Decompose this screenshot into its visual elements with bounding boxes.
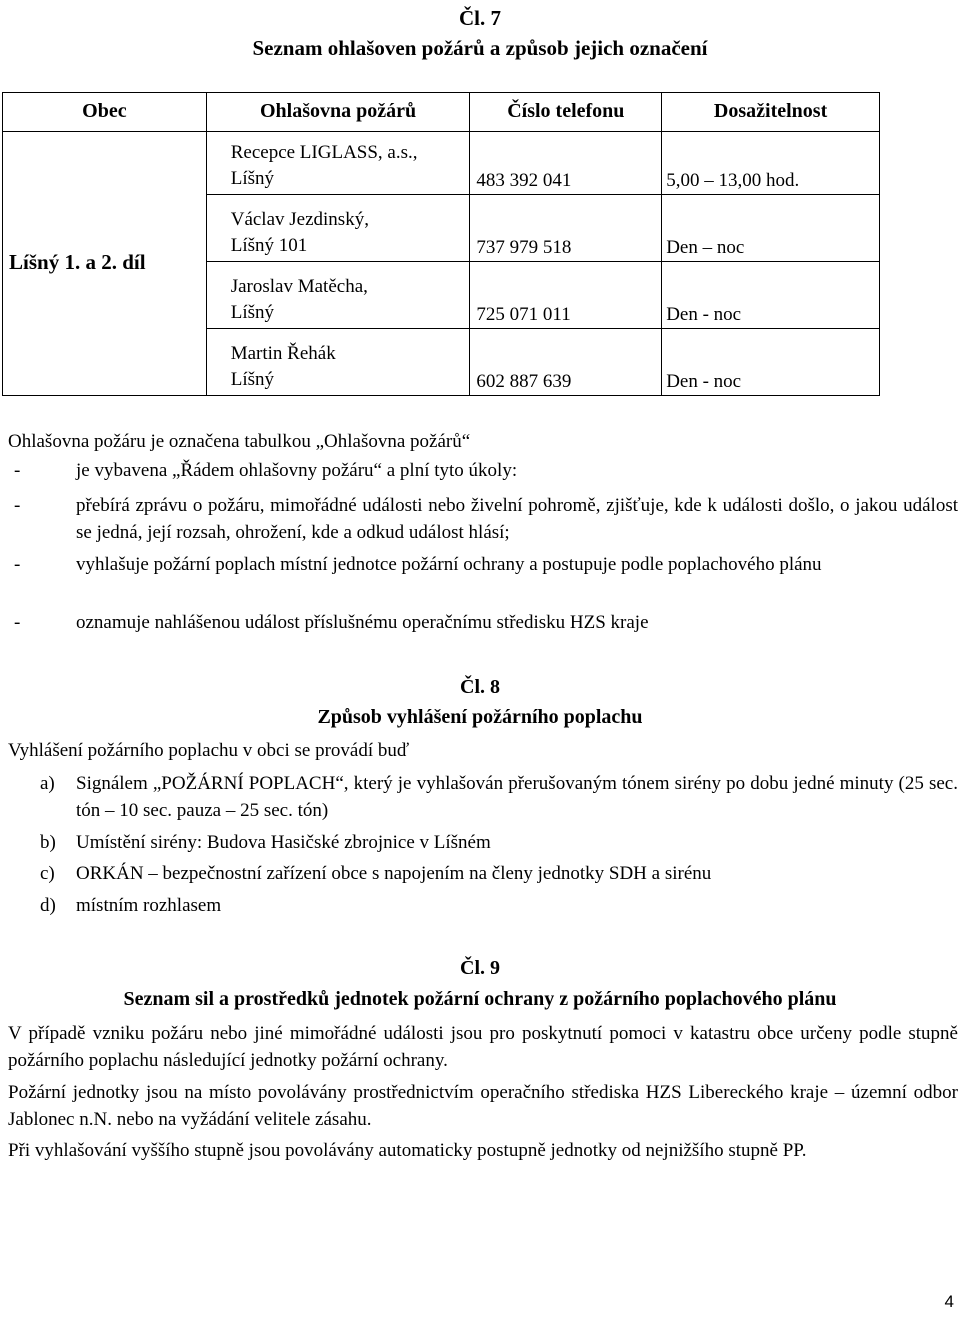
station-name-cell — [206, 195, 470, 262]
item-letter: b) — [40, 832, 56, 853]
item-letter: a) — [40, 773, 55, 794]
section-9-paragraph: Při vyhlašování vyššího stupně jsou povolávány automaticky postupně jednotky od nejnižšího stupně PP. — [8, 1140, 807, 1161]
section-8-title: Způsob vyhlášení požárního poplachu — [317, 706, 643, 728]
section-7-number: Čl. 7 — [459, 6, 501, 30]
station-name-line1: Recepce LIGLASS, a.s., — [230, 141, 418, 163]
ohlasovna-intro: Ohlašovna požáru je označena tabulkou „Ohlašovna požárů“ — [8, 431, 471, 452]
dash-marker: - — [14, 554, 21, 575]
obec-cell: Líšný 1. a 2. díl — [3, 132, 207, 396]
item-letter: c) — [40, 863, 55, 884]
alarm-method-item — [8, 829, 958, 856]
section-7-title: Seznam ohlašoven požárů a způsob jejich označení — [252, 36, 708, 60]
dash-marker: - — [14, 612, 21, 633]
availability-cell: Den – noc — [662, 195, 880, 262]
alarm-method-item — [8, 860, 958, 887]
header-telefon: Číslo telefonu — [470, 93, 662, 132]
station-name-line2: Líšný — [230, 167, 274, 189]
item-letter: d) — [40, 895, 56, 916]
station-name-line2: Líšný — [230, 301, 274, 323]
station-name-cell — [206, 329, 470, 396]
section-8-intro: Vyhlášení požárního poplachu v obci se provádí buď — [8, 740, 410, 761]
header-dosazitelnost: Dosažitelnost — [662, 93, 880, 132]
section-9-paragraph: V případě vzniku požáru nebo jiné mimořádné události jsou pro poskytnutí pomoci v katastru obce určeny podle stupně požárního poplachu následující jednotky požární ochrany. — [8, 1023, 958, 1071]
station-name-line1: Martin Řehák — [230, 342, 336, 364]
header-obec: Obec — [3, 93, 207, 132]
dash-marker: - — [14, 460, 21, 481]
station-name-line1: Jaroslav Matěcha, — [230, 275, 368, 297]
table-header-row — [3, 93, 880, 132]
station-name-line2: Líšný 101 — [230, 234, 308, 256]
phone-cell: 725 071 011 — [470, 262, 662, 329]
alarm-method-item — [8, 770, 958, 824]
station-name-line2: Líšný — [230, 368, 274, 390]
station-name-cell — [206, 132, 470, 195]
ohlasovna-item-text: je vybavena „Řádem ohlašovny požáru“ a plní tyto úkoly: — [76, 460, 518, 481]
availability-cell: Den - noc — [662, 329, 880, 396]
ohlasovna-item — [8, 551, 958, 578]
section-9-title: Seznam sil a prostředků jednotek požární ochrany z požárního poplachového plánu — [123, 988, 837, 1010]
alarm-method-item — [8, 892, 958, 919]
page-number: 4 — [944, 1292, 954, 1311]
station-name-line1: Václav Jezdinský, — [230, 208, 369, 230]
ohlasovna-item-text: vyhlašuje požární poplach místní jednotce požární ochrany a postupuje podle poplachového plánu — [76, 554, 822, 575]
section-9-number: Čl. 9 — [460, 957, 500, 979]
ohlasovna-item — [8, 492, 958, 546]
fire-reporting-table — [2, 92, 880, 396]
item-text: Signálem „POŽÁRNÍ POPLACH“, který je vyhlašován přerušovaným tónem sirény po dobu jedné minuty (25 sec. tón – 10 sec. pauza – 25 sec. tón) — [76, 773, 958, 821]
section-9-paragraph: Požární jednotky jsou na místo povolávány prostřednictvím operačního střediska HZS Libereckého kraje – územní odbor Jablonec n.N. nebo na vyžádání velitele zásahu. — [8, 1082, 958, 1130]
phone-cell: 737 979 518 — [470, 195, 662, 262]
availability-cell: 5,00 – 13,00 hod. — [662, 132, 880, 195]
ohlasovna-item-text: přebírá zprávu o požáru, mimořádné události nebo živelní pohromě, zjišťuje, kde k události došlo, o jakou událost se jedná, její rozsah, ohrožení, kde a odkud událost hlásí; — [76, 495, 958, 543]
station-name-cell — [206, 262, 470, 329]
ohlasovna-item — [8, 457, 958, 484]
availability-cell: Den - noc — [662, 262, 880, 329]
phone-cell: 483 392 041 — [470, 132, 662, 195]
section-8-number: Čl. 8 — [460, 676, 500, 698]
ohlasovna-item — [8, 609, 958, 636]
header-ohlasovna: Ohlašovna požárů — [206, 93, 470, 132]
item-text: místním rozhlasem — [76, 895, 222, 916]
ohlasovna-item-text: oznamuje nahlášenou událost příslušnému operačnímu středisku HZS kraje — [76, 612, 649, 633]
table-row — [3, 132, 880, 195]
item-text: ORKÁN – bezpečnostní zařízení obce s napojením na členy jednotky SDH a sirénu — [76, 863, 712, 884]
item-text: Umístění sirény: Budova Hasičské zbrojnice v Líšném — [76, 832, 491, 853]
dash-marker: - — [14, 495, 21, 516]
phone-cell: 602 887 639 — [470, 329, 662, 396]
